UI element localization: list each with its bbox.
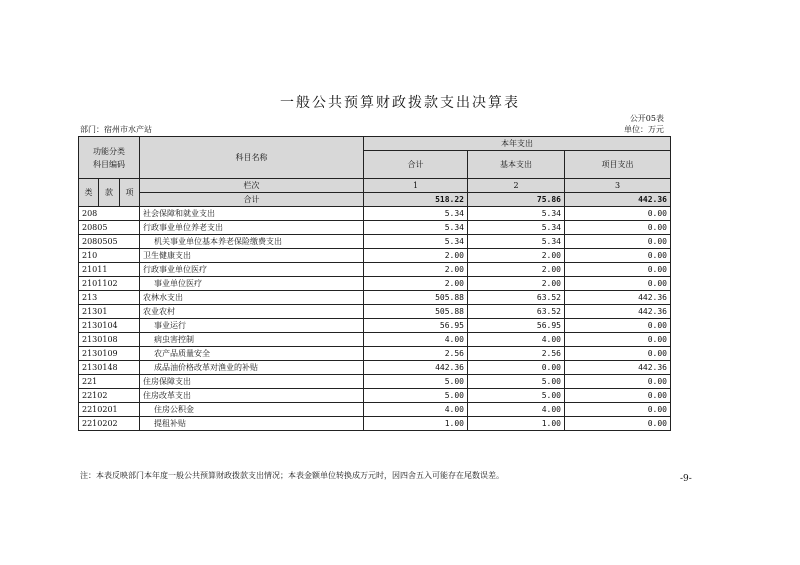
department-label: 部门：宿州市水产站 — [80, 125, 152, 134]
row-code: 2210201 — [79, 403, 140, 417]
row-total: 5.34 — [364, 235, 468, 249]
page-title: 一般公共预算财政拨款支出决算表 — [280, 95, 520, 111]
row-total: 2.00 — [364, 249, 468, 263]
row-basic: 5.34 — [468, 221, 565, 235]
row-code: 208 — [79, 207, 140, 221]
row-total: 505.88 — [364, 305, 468, 319]
form-number: 公开05表 — [629, 114, 664, 123]
header-lei: 类 — [79, 179, 99, 207]
row-basic: 63.52 — [468, 291, 565, 305]
header-subject-name: 科目名称 — [140, 137, 364, 179]
row-basic: 4.00 — [468, 333, 565, 347]
row-project: 0.00 — [565, 347, 671, 361]
row-code: 213 — [79, 291, 140, 305]
row-project: 0.00 — [565, 389, 671, 403]
total-label: 合计 — [140, 193, 364, 207]
row-subject-name: 机关事业单位基本养老保险缴费支出 — [140, 235, 364, 249]
table-row — [79, 347, 671, 361]
table-row — [79, 263, 671, 277]
row-total: 5.00 — [364, 375, 468, 389]
row-project: 0.00 — [565, 333, 671, 347]
row-total: 5.00 — [364, 389, 468, 403]
row-subject-name: 住房改革支出 — [140, 389, 364, 403]
row-project: 0.00 — [565, 417, 671, 431]
header-row — [79, 137, 671, 151]
row-code: 210 — [79, 249, 140, 263]
row-code: 2080505 — [79, 235, 140, 249]
table-row — [79, 403, 671, 417]
header-col2: 2 — [468, 179, 565, 193]
row-total: 4.00 — [364, 333, 468, 347]
row-basic: 5.34 — [468, 207, 565, 221]
row-code: 2130109 — [79, 347, 140, 361]
row-total: 2.00 — [364, 277, 468, 291]
row-project: 0.00 — [565, 375, 671, 389]
row-code: 22102 — [79, 389, 140, 403]
table-row — [79, 389, 671, 403]
row-basic: 5.34 — [468, 235, 565, 249]
row-subject-name: 病虫害控制 — [140, 333, 364, 347]
row-total: 505.88 — [364, 291, 468, 305]
row-subject-name: 住房公积金 — [140, 403, 364, 417]
header-col3: 3 — [565, 179, 671, 193]
header-col1: 1 — [364, 179, 468, 193]
row-subject-name: 农林水支出 — [140, 291, 364, 305]
header-order-row — [79, 179, 671, 193]
row-basic: 1.00 — [468, 417, 565, 431]
table-row — [79, 319, 671, 333]
row-basic: 2.00 — [468, 249, 565, 263]
row-subject-name: 成品油价格改革对渔业的补贴 — [140, 361, 364, 375]
row-project: 0.00 — [565, 319, 671, 333]
table-row — [79, 221, 671, 235]
budget-table — [78, 136, 671, 431]
row-basic: 2.00 — [468, 277, 565, 291]
header-basic: 基本支出 — [468, 151, 565, 179]
row-project: 0.00 — [565, 207, 671, 221]
row-project: 0.00 — [565, 403, 671, 417]
total-basic: 75.86 — [468, 193, 565, 207]
row-total: 2.00 — [364, 263, 468, 277]
row-subject-name: 农业农村 — [140, 305, 364, 319]
row-project: 0.00 — [565, 277, 671, 291]
total-project: 442.36 — [565, 193, 671, 207]
row-code: 21301 — [79, 305, 140, 319]
row-code: 2130104 — [79, 319, 140, 333]
row-total: 442.36 — [364, 361, 468, 375]
row-subject-name: 提租补贴 — [140, 417, 364, 431]
row-total: 56.95 — [364, 319, 468, 333]
header-project: 项目支出 — [565, 151, 671, 179]
row-code: 21011 — [79, 263, 140, 277]
table-row — [79, 291, 671, 305]
table-row — [79, 417, 671, 431]
row-code: 2130108 — [79, 333, 140, 347]
row-basic: 4.00 — [468, 403, 565, 417]
row-code: 2210202 — [79, 417, 140, 431]
row-subject-name: 住房保障支出 — [140, 375, 364, 389]
row-basic: 0.00 — [468, 361, 565, 375]
row-project: 442.36 — [565, 305, 671, 319]
row-project: 0.00 — [565, 249, 671, 263]
header-current-year: 本年支出 — [364, 137, 671, 151]
table-row — [79, 333, 671, 347]
row-total: 5.34 — [364, 221, 468, 235]
row-basic: 2.56 — [468, 347, 565, 361]
unit-label: 单位：万元 — [624, 125, 664, 134]
footnote: 注：本表反映部门本年度一般公共预算财政拨款支出情况；本表金额单位转换成万元时，因四舍五入可能存在尾数误差。 — [80, 471, 504, 480]
row-subject-name: 行政事业单位医疗 — [140, 263, 364, 277]
row-subject-name: 行政事业单位养老支出 — [140, 221, 364, 235]
header-column-order: 栏次 — [140, 179, 364, 193]
row-total: 1.00 — [364, 417, 468, 431]
table-row — [79, 235, 671, 249]
total-value: 518.22 — [364, 193, 468, 207]
row-subject-name: 事业运行 — [140, 319, 364, 333]
row-code: 221 — [79, 375, 140, 389]
table-row — [79, 277, 671, 291]
row-subject-name: 农产品质量安全 — [140, 347, 364, 361]
row-total: 2.56 — [364, 347, 468, 361]
row-project: 0.00 — [565, 235, 671, 249]
row-basic: 2.00 — [468, 263, 565, 277]
table-row — [79, 305, 671, 319]
table-row — [79, 375, 671, 389]
table-row — [79, 249, 671, 263]
row-basic: 63.52 — [468, 305, 565, 319]
row-total: 4.00 — [364, 403, 468, 417]
row-basic: 56.95 — [468, 319, 565, 333]
table-row — [79, 361, 671, 375]
row-basic: 5.00 — [468, 375, 565, 389]
row-code: 2101102 — [79, 277, 140, 291]
row-code: 20805 — [79, 221, 140, 235]
header-kuan: 款 — [99, 179, 120, 207]
row-subject-name: 卫生健康支出 — [140, 249, 364, 263]
row-subject-name: 事业单位医疗 — [140, 277, 364, 291]
header-xiang: 项 — [120, 179, 140, 207]
row-project: 442.36 — [565, 291, 671, 305]
row-total: 5.34 — [364, 207, 468, 221]
row-project: 0.00 — [565, 263, 671, 277]
header-total: 合计 — [364, 151, 468, 179]
total-row — [79, 193, 671, 207]
row-basic: 5.00 — [468, 389, 565, 403]
row-code: 2130148 — [79, 361, 140, 375]
page-number: -9- — [680, 474, 692, 484]
row-project: 0.00 — [565, 221, 671, 235]
row-project: 442.36 — [565, 361, 671, 375]
row-subject-name: 社会保障和就业支出 — [140, 207, 364, 221]
header-func-code: 功能分类 科目编码 — [79, 137, 140, 179]
table-row — [79, 207, 671, 221]
